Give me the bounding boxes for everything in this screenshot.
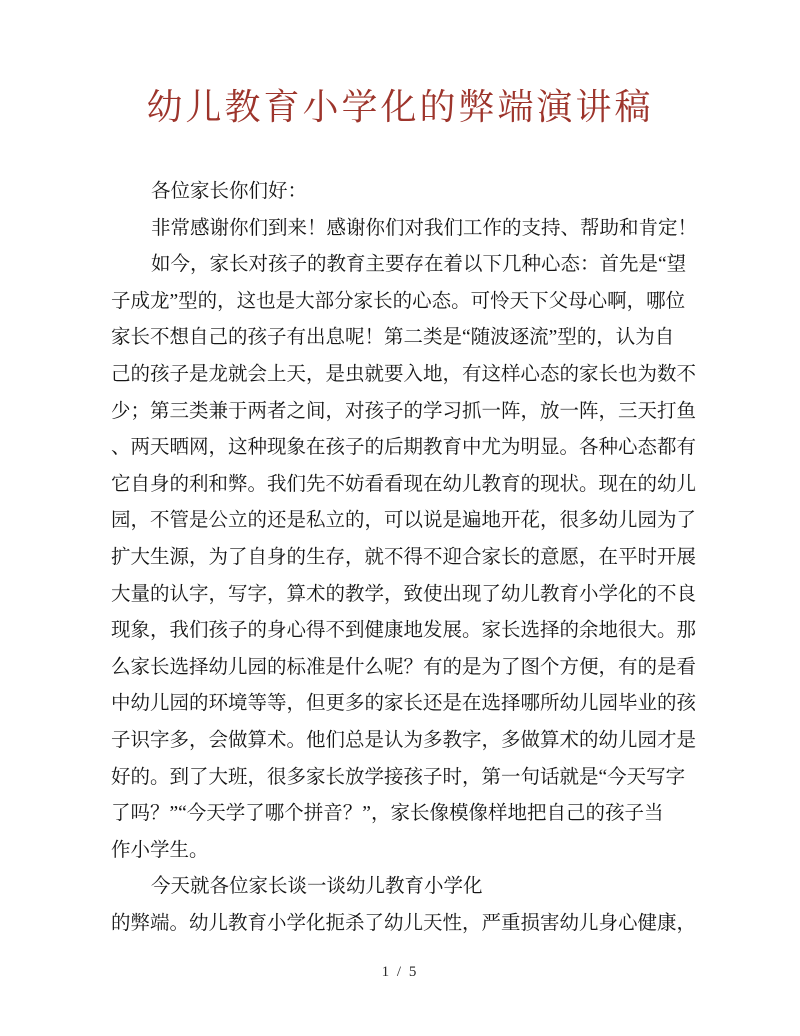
text-line: 现象，我们孩子的身心得不到健康地发展。家长选择的余地很大。那 (111, 620, 697, 642)
text-line: 园，不管是公立的还是私立的，可以说是遍地开花，很多幼儿园为了 (111, 510, 697, 532)
text-line: 各位家长你们好： (151, 181, 308, 202)
text-line: 今天就各位家长谈一谈幼儿教育小学化 (151, 876, 483, 898)
text-line: 中幼儿园的环境等等，但更多的家长还是在选择哪所幼儿园毕业的孩 (111, 693, 697, 715)
text-line: 作小学生。 (111, 839, 209, 861)
text-line: 少；第三类兼于两者之间，对孩子的学习抓一阵，放一阵，三天打鱼 (111, 400, 697, 422)
text-line: 子成龙”型的，这也是大部分家长的心态。可怜天下父母心啊，哪位 (111, 290, 686, 312)
text-line: 好的。到了大班，很多家长放学接孩子时，第一句话就是“今天写字 (111, 766, 686, 788)
text-line: 么家长选择幼儿园的标准是什么呢？有的是为了图个方便，有的是看 (111, 656, 697, 678)
text-line: 家长不想自己的孩子有出息呢！第二类是“随波逐流”型的，认为自 (111, 327, 675, 349)
text-line: 扩大生源，为了自身的生存，就不得不迎合家长的意愿，在平时开展 (111, 546, 697, 568)
document-title: 幼儿教育小学化的弊端演讲稿 (146, 87, 654, 127)
text-line: 己的孩子是龙就会上天，是虫就要入地，有这样心态的家长也为数不 (111, 363, 697, 385)
text-line: 了吗？”“今天学了哪个拼音？”，家长像模像样地把自己的孩子当 (111, 803, 664, 825)
text-line: 它自身的利和弊。我们先不妨看看现在幼儿教育的现状。现在的幼儿 (111, 473, 697, 495)
document-body (111, 174, 698, 942)
text-line: 大量的认字，写字，算术的教学，致使出现了幼儿教育小学化的不良 (111, 583, 697, 605)
text-line: 非常感谢你们到来！感谢你们对我们工作的支持、帮助和肯定！ (151, 217, 698, 239)
text-line: 的弊端。幼儿教育小学化扼杀了幼儿天性，严重损害幼儿身心健康， (111, 912, 697, 934)
page-number: 1 / 5 (381, 964, 419, 980)
text-line: 如今，家长对孩子的教育主要存在着以下几种心态：首先是“望 (151, 254, 687, 276)
text-line: 、两天晒网，这种现象在孩子的后期教育中尤为明显。各种心态都有 (111, 437, 697, 459)
text-line: 子识字多，会做算术。他们总是认为多教字，多做算术的幼儿园才是 (111, 729, 697, 751)
